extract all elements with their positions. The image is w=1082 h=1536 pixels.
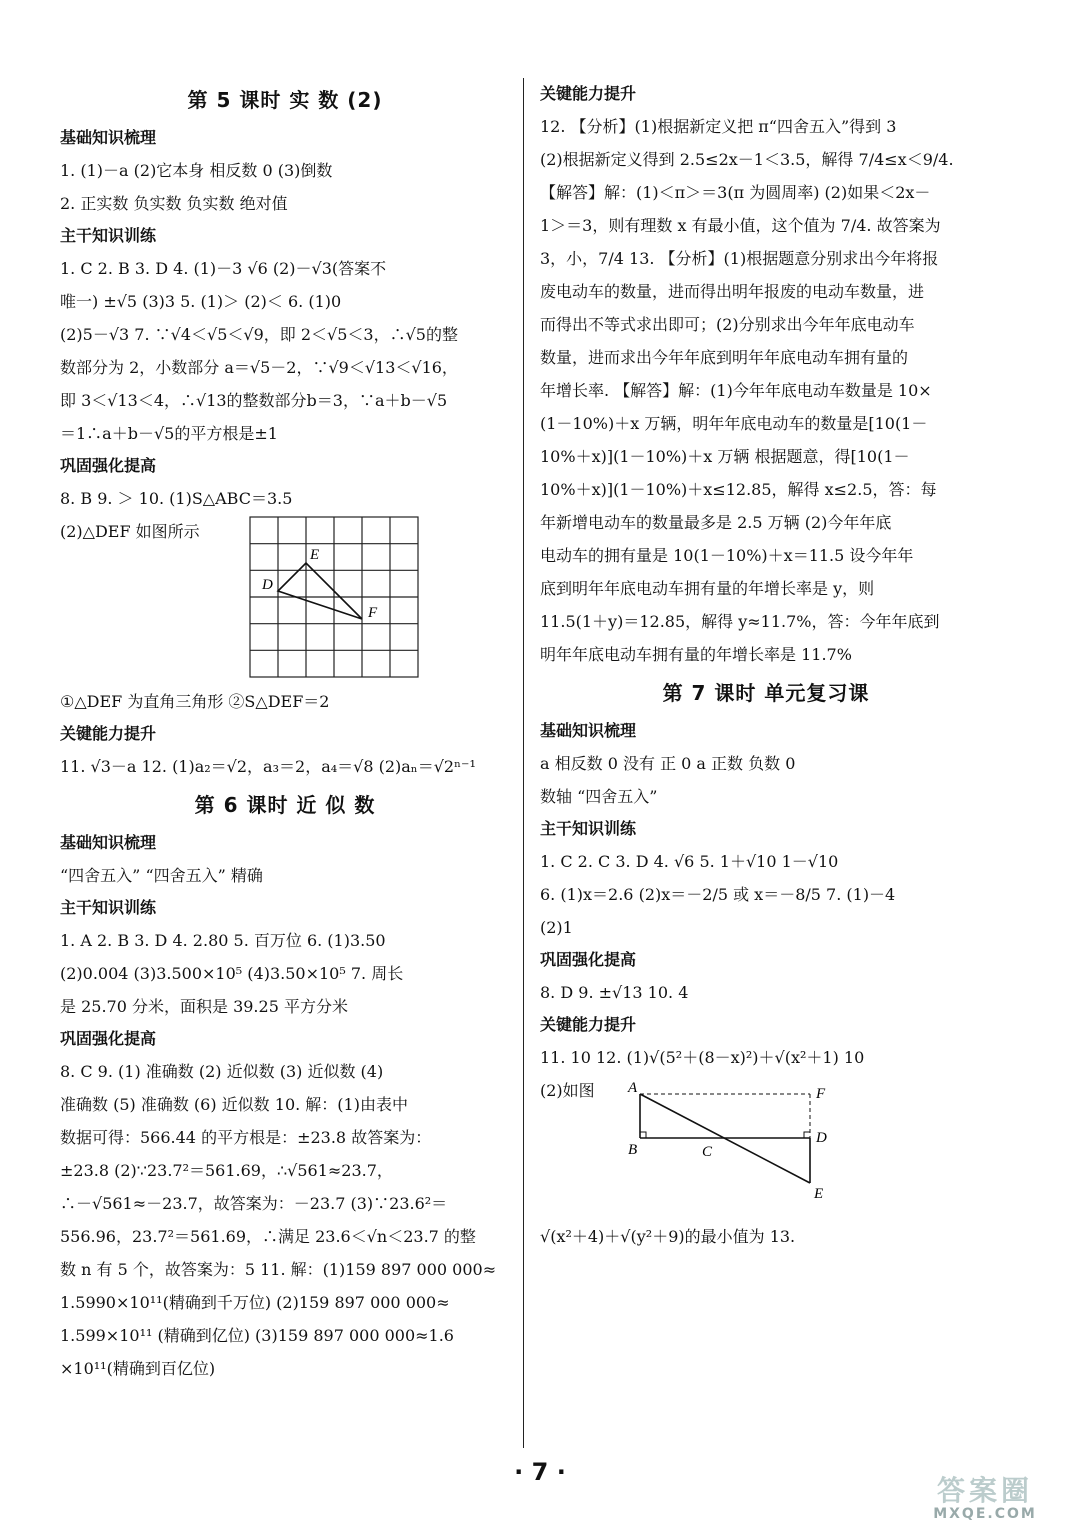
answer-line: 数据可得：566.44 的平方根是：±23.8 故答案为： bbox=[60, 1128, 432, 1147]
answer-line: 唯一) ±√5 (3)3 5. (1)＞ (2)＜ 6. (1)0 bbox=[60, 292, 342, 311]
answer-line: (2)1 bbox=[540, 918, 573, 937]
lesson5-main-heading: 主干知识训练 bbox=[60, 226, 157, 245]
column-divider bbox=[523, 78, 524, 1448]
answer-line: ×10¹¹(精确到百亿位) bbox=[60, 1359, 216, 1378]
label-D: D bbox=[816, 1130, 827, 1146]
lesson7-main-heading: 主干知识训练 bbox=[540, 819, 637, 838]
answer-line: 10%＋x)](1－10%)＋x 万辆 根据题意，得[10(1－ bbox=[540, 447, 910, 466]
answer-line: (2)0.004 (3)3.500×10⁵ (4)3.50×10⁵ 7. 周长 bbox=[60, 964, 404, 983]
answer-line: 数量，进而求出今年年底到明年年底电动车拥有量的 bbox=[540, 348, 909, 367]
label-A: A bbox=[628, 1080, 638, 1096]
lesson5-basic-heading: 基础知识梳理 bbox=[60, 128, 157, 147]
answer-line: 2. 正实数 负实数 负实数 绝对值 bbox=[60, 194, 288, 213]
label-E: E bbox=[814, 1186, 824, 1202]
answer-line: (2)根据新定义得到 2.5≤2x－1＜3.5，解得 7/4≤x＜9/4. bbox=[540, 150, 954, 169]
answer-line: 数部分为 2，小数部分 a＝√5－2，∵√9＜√13＜√16， bbox=[60, 358, 458, 377]
answer-line: 1.5990×10¹¹(精确到千万位) (2)159 897 000 000≈ bbox=[60, 1293, 450, 1312]
answer-line: 而得出不等式求出即可；(2)分别求出今年年底电动车 bbox=[540, 315, 915, 334]
lesson6-consolidation-heading: 巩固强化提高 bbox=[60, 1029, 157, 1048]
answer-line: 1. A 2. B 3. D 4. 2.80 5. 百万位 6. (1)3.50 bbox=[60, 931, 386, 950]
lesson6-basic-heading: 基础知识梳理 bbox=[60, 833, 157, 852]
answer-line: 8. C 9. (1) 准确数 (2) 近似数 (3) 近似数 (4) bbox=[60, 1062, 384, 1081]
answer-line: 是 25.70 分米，面积是 39.25 平方分米 bbox=[60, 997, 348, 1016]
watermark-url: MXQE.COM bbox=[933, 1506, 1037, 1522]
answer-line: 556.96，23.7²＝561.69，∴满足 23.6＜√n＜23.7 的整 bbox=[60, 1227, 476, 1246]
label-C: C bbox=[702, 1144, 713, 1160]
answer-line: (2)如图 bbox=[540, 1081, 595, 1100]
lesson7-consolidation-heading: 巩固强化提高 bbox=[540, 950, 637, 969]
answer-line: 即 3＜√13＜4，∴√13的整数部分b＝3，∵a＋b－√5 bbox=[60, 391, 448, 410]
answer-line: 电动车的拥有量是 10(1－10%)＋x＝11.5 设今年年 bbox=[540, 546, 914, 565]
answer-line: 废电动车的数量，进而得出明年报废的电动车数量，进 bbox=[540, 282, 925, 301]
left-column bbox=[60, 78, 510, 1385]
answer-line: 底到明年年底电动车拥有量的年增长率是 y，则 bbox=[540, 579, 875, 598]
answer-line: ＝1∴a＋b－√5的平方根是±1 bbox=[60, 424, 278, 443]
answer-line: (1－10%)＋x 万辆，明年年底电动车的数量是[10(1－ bbox=[540, 414, 928, 433]
answer-line: ∴－√561≈－23.7，故答案为：－23.7 (3)∵23.6²＝ bbox=[60, 1194, 448, 1213]
answer-line: “四舍五入” “四舍五入” 精确 bbox=[60, 866, 263, 885]
answer-line: 【解答】解：(1)＜π＞＝3(π 为圆周率) (2)如果＜2x－ bbox=[540, 183, 931, 202]
answer-line: 年新增电动车的数量最多是 2.5 万辆 (2)今年年底 bbox=[540, 513, 892, 532]
answer-line: 1. (1)－a (2)它本身 相反数 0 (3)倒数 bbox=[60, 161, 333, 180]
label-F: F bbox=[368, 605, 378, 621]
answer-line: 数轴 “四舍五入” bbox=[540, 787, 658, 806]
answer-line: ①△DEF 为直角三角形 ②S△DEF＝2 bbox=[60, 692, 330, 711]
answer-line: 11. √3－a 12. (1)a₂＝√2，a₃＝2，a₄＝√8 (2)aₙ＝√2ⁿ⁻¹ bbox=[60, 757, 476, 776]
right-column bbox=[540, 78, 992, 1253]
answer-line: 年增长率. 【解答】解：(1)今年年底电动车数量是 10× bbox=[540, 381, 932, 400]
lesson5-key-heading: 关键能力提升 bbox=[60, 724, 157, 743]
watermark-title: 答案圈 bbox=[936, 1474, 1033, 1507]
answer-line: 准确数 (5) 准确数 (6) 近似数 10. 解：(1)由表中 bbox=[60, 1095, 408, 1114]
key-ability-heading: 关键能力提升 bbox=[540, 84, 637, 103]
answer-line: 1. C 2. C 3. D 4. √6 5. 1＋√10 1－√10 bbox=[540, 852, 839, 871]
answer-line: 11. 10 12. (1)√(5²＋(8－x)²)＋√(x²＋1) 10 bbox=[540, 1048, 865, 1067]
lesson7-basic-heading: 基础知识梳理 bbox=[540, 721, 637, 740]
lesson7-title: 第 7 课时 单元复习课 bbox=[662, 681, 870, 705]
answer-line: √(x²＋4)＋√(y²＋9)的最小值为 13. bbox=[540, 1227, 796, 1246]
answer-line: 12. 【分析】(1)根据新定义把 π“四舍五入”得到 3 bbox=[540, 117, 897, 136]
answer-line: ±23.8 (2)∵23.7²＝561.69，∴√561≈23.7， bbox=[60, 1161, 393, 1180]
answer-line: 明年年底电动车拥有量的年增长率是 11.7% bbox=[540, 645, 852, 664]
answer-line: 6. (1)x＝2.6 (2)x＝－2/5 或 x＝－8/5 7. (1)－4 bbox=[540, 885, 896, 904]
answer-line: 10%＋x)](1－10%)＋x≤12.85，解得 x≤2.5，答：每 bbox=[540, 480, 937, 499]
label-B: B bbox=[628, 1142, 638, 1158]
answer-line: 数 n 有 5 个，故答案为：5 11. 解：(1)159 897 000 000≈ bbox=[60, 1260, 497, 1279]
label-D: D bbox=[262, 577, 273, 593]
answer-line: a 相反数 0 没有 正 0 a 正数 负数 0 bbox=[540, 754, 796, 773]
page-number: · 7 · bbox=[514, 1458, 566, 1486]
label-E: E bbox=[310, 547, 320, 563]
shortest-path-figure bbox=[620, 1078, 920, 1218]
answer-line: 8. B 9. ＞ 10. (1)S△ABC＝3.5 bbox=[60, 489, 293, 508]
answer-line: 1. C 2. B 3. D 4. (1)－3 √6 (2)－√3(答案不 bbox=[60, 259, 387, 278]
lesson6-title: 第 6 课时 近 似 数 bbox=[194, 793, 376, 817]
lesson5-consolidation-heading: 巩固强化提高 bbox=[60, 456, 157, 475]
answer-line: 1.599×10¹¹ (精确到亿位) (3)159 897 000 000≈1.6 bbox=[60, 1326, 454, 1345]
label-F: F bbox=[816, 1086, 826, 1102]
grid-triangle-figure bbox=[248, 515, 422, 681]
answer-line: 3，小，7/4 13. 【分析】(1)根据题意分别求出今年将报 bbox=[540, 249, 939, 268]
watermark-logo bbox=[900, 1476, 1070, 1522]
lesson5-title: 第 5 课时 实 数 (2) bbox=[187, 88, 383, 112]
answer-line: (2)5－√3 7. ∵√4＜√5＜√9，即 2＜√5＜3，∴√5的整 bbox=[60, 325, 458, 344]
answer-line: 1＞＝3，则有理数 x 有最小值，这个值为 7/4. 故答案为 bbox=[540, 216, 941, 235]
lesson7-key-heading: 关键能力提升 bbox=[540, 1015, 637, 1034]
lesson6-main-heading: 主干知识训练 bbox=[60, 898, 157, 917]
answer-line: (2)△DEF 如图所示 bbox=[60, 522, 200, 541]
answer-line: 8. D 9. ±√13 10. 4 bbox=[540, 983, 689, 1002]
answer-line: 11.5(1＋y)＝12.85，解得 y≈11.7%，答：今年年底到 bbox=[540, 612, 940, 631]
